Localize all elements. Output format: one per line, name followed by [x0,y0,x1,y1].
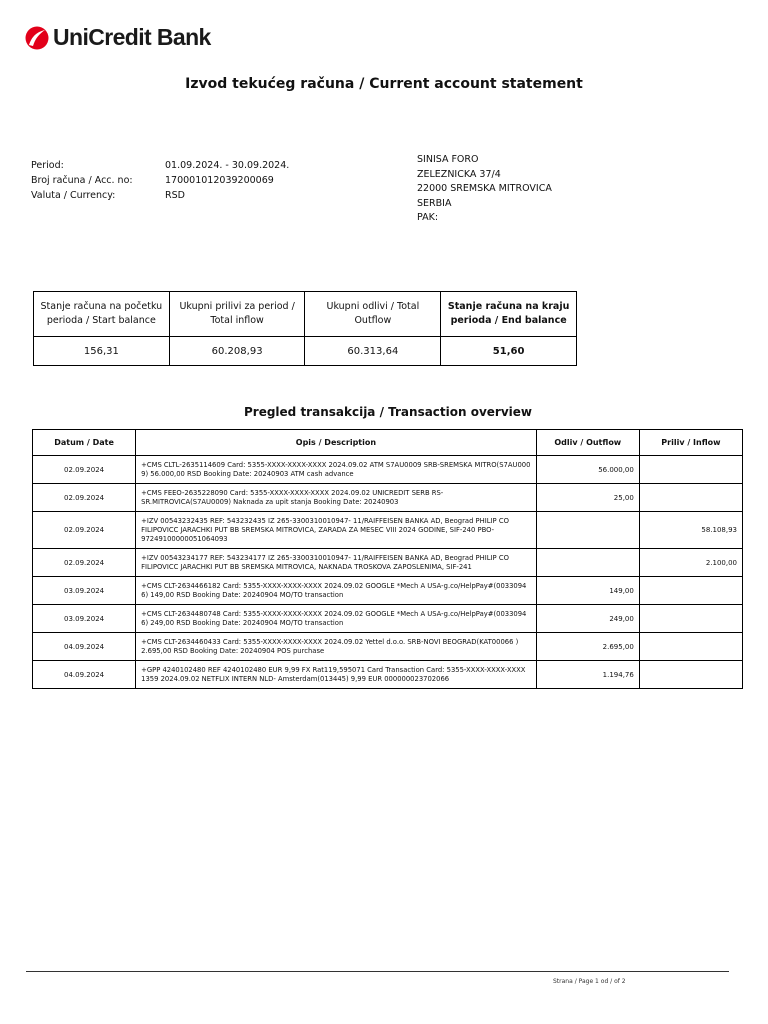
balance-value-row [34,337,577,366]
tx-outflow: 249,00 [536,605,639,633]
transactions-title: Pregled transakcija / Transaction overview [243,405,533,419]
tx-inflow [639,605,742,633]
page-number: Strana / Page 1 od / of 2 [553,978,626,985]
tx-description: +CMS CLT-2634460433 Card: 5355-XXXX-XXXX-XXXX 2024.09.02 Yettel d.o.o. SRB-NOVI BEOGRAD(KAT00066 ) 2.695,00 RSD Booking Date: 20240904 POS purchase [136,633,537,661]
address-line: SERBIA [417,197,452,209]
tx-date: 04.09.2024 [33,633,136,661]
table-row [33,484,743,512]
table-row [33,549,743,577]
unicredit-logo [25,24,211,51]
info-label: Broj računa / Acc. no: [31,175,133,186]
tx-description: +IZV 00543232435 REF: 543232435 IZ 265-3300310010947- 11/RAIFFEISEN BANKA AD, Beograd PHILIP CO FILIPOVICC JARACHKI PUT BB SREMSKA MITROVICA, ZARADA ZA MESEC VIII 2024 GODINE, SIF-240 PBO-97249100000051064093 [136,512,537,549]
tx-outflow [536,512,639,549]
tx-date: 02.09.2024 [33,456,136,484]
tx-date: 03.09.2024 [33,605,136,633]
info-value: 170001012039200069 [165,175,274,186]
date-column-header: Datum / Date [33,430,136,456]
total-inflow-value: 60.208,93 [169,337,305,366]
account-info [31,158,289,203]
total-outflow-value: 60.313,64 [305,337,441,366]
tx-inflow [639,633,742,661]
inflow-column-header: Priliv / Inflow [639,430,742,456]
info-label: Period: [31,160,64,171]
total-inflow-header: Ukupni prilivi za period / Total inflow [169,292,305,337]
tx-description: +CMS FEEO-2635228090 Card: 5355-XXXX-XXXX-XXXX 2024.09.02 UNICREDIT SERB RS-SR.MITROVICA(S7AU0009) Naknada za upit stanja Booking Date: 20240903 [136,484,537,512]
info-label: Valuta / Currency: [31,190,116,201]
tx-outflow: 25,00 [536,484,639,512]
info-row-period [31,158,289,173]
tx-inflow [639,661,742,689]
customer-address [417,153,552,226]
table-row [33,456,743,484]
balance-header-row [34,292,577,337]
address-line: ZELEZNICKA 37/4 [417,168,501,180]
transactions-table [32,429,743,689]
tx-outflow: 1.194,76 [536,661,639,689]
tx-description: +CMS CLTL-2635114609 Card: 5355-XXXX-XXXX-XXXX 2024.09.02 ATM S7AU0009 SRB-SREMSKA MITRO(S7AU000 9) 56.000,00 RSD Booking Date: 20240903 ATM cash advance [136,456,537,484]
total-outflow-header: Ukupni odlivi / Total Outflow [305,292,441,337]
tx-outflow: 56.000,00 [536,456,639,484]
tx-inflow: 2.100,00 [639,549,742,577]
tx-date: 02.09.2024 [33,512,136,549]
info-row-account [31,173,289,188]
end-balance-value: 51,60 [441,337,577,366]
brand-name: UniCredit Bank [53,24,211,50]
address-line: SINISA FORO [417,154,479,165]
tx-description: +CMS CLT-2634466182 Card: 5355-XXXX-XXXX-XXXX 2024.09.02 GOOGLE *Mech A USA-g.co/HelpPay#(0033094 6) 149,00 RSD Booking Date: 20240904 MO/TO transaction [136,577,537,605]
balance-summary-table [33,291,577,366]
tx-inflow [639,484,742,512]
start-balance-header: Stanje računa na početku perioda / Start balance [34,292,170,337]
outflow-column-header: Odliv / Outflow [536,430,639,456]
transactions-header-row [33,430,743,456]
address-line: PAK: [417,212,439,223]
table-row [33,512,743,549]
tx-outflow: 149,00 [536,577,639,605]
table-row [33,633,743,661]
description-column-header: Opis / Description [136,430,537,456]
info-row-currency [31,188,289,203]
tx-outflow: 2.695,00 [536,633,639,661]
statement-title: Izvod tekućeg računa / Current account statement [185,76,583,92]
start-balance-value: 156,31 [34,337,170,366]
info-value: RSD [165,190,185,201]
tx-date: 02.09.2024 [33,484,136,512]
tx-date: 03.09.2024 [33,577,136,605]
table-row [33,577,743,605]
table-row [33,605,743,633]
info-value: 01.09.2024. - 30.09.2024. [165,160,290,171]
table-row [33,661,743,689]
tx-description: +GPP 4240102480 REF 4240102480 EUR 9,99 FX Rat119,595071 Card Transaction Card: 5355-XXXX-XXXX-XXXX 1359 2024.09.02 NETFLIX INTERN NLD- Amsterdam(013445) 9,99 EUR 000000023702066 [136,661,537,689]
tx-inflow [639,456,742,484]
end-balance-header: Stanje računa na kraju perioda / End balance [441,292,577,337]
tx-inflow: 58.108,93 [639,512,742,549]
tx-date: 04.09.2024 [33,661,136,689]
footer-divider [26,971,729,972]
tx-description: +IZV 00543234177 REF: 543234177 IZ 265-3300310010947- 11/RAIFFEISEN BANKA AD, Beograd PHILIP CO FILIPOVICC JARACHKI PUT BB SREMSKA MITROVICA, NAKNADA TROSKOVA ZAPOSLENIMA, SIF-241 [136,549,537,577]
tx-outflow [536,549,639,577]
address-line: 22000 SREMSKA MITROVICA [417,183,552,194]
tx-inflow [639,577,742,605]
tx-date: 02.09.2024 [33,549,136,577]
unicredit-logo-icon [25,26,49,50]
tx-description: +CMS CLT-2634480748 Card: 5355-XXXX-XXXX-XXXX 2024.09.02 GOOGLE *Mech A USA-g.co/HelpPay#(0033094 6) 249,00 RSD Booking Date: 20240904 MO/TO transaction [136,605,537,633]
